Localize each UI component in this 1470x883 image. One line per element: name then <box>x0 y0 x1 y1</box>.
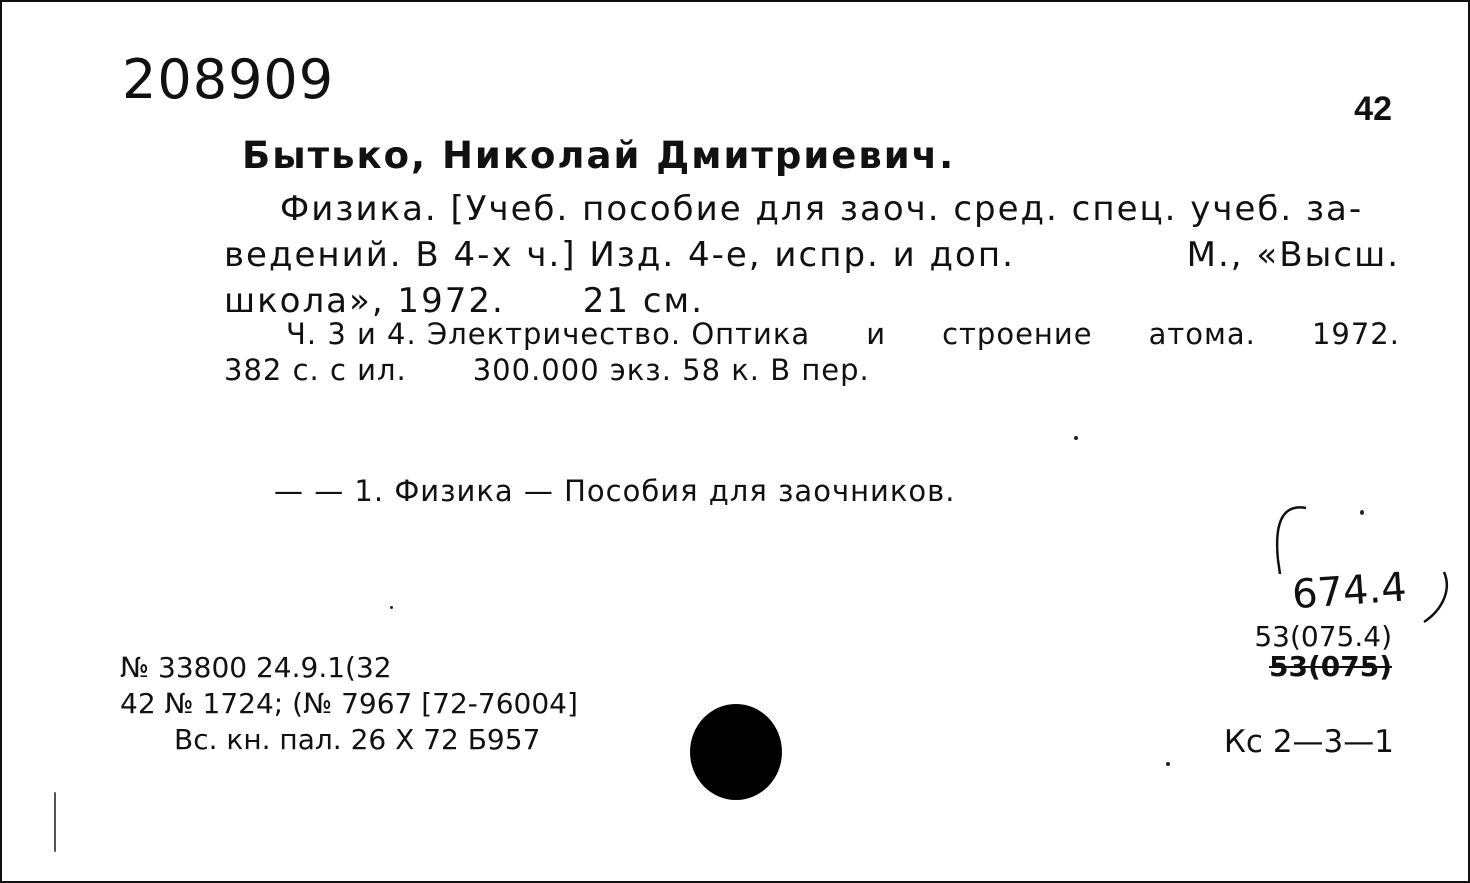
udc-classification-crossed: 53(075) <box>1268 650 1392 683</box>
bibliographic-description <box>224 186 1400 324</box>
edition-text: ведений. В 4-х ч.] Изд. 4-е, испр. и доп. <box>224 235 1015 275</box>
volume-line-2 <box>224 352 1400 388</box>
registry-line-2: 42 № 1724; (№ 7967 [72-76004] <box>120 687 578 720</box>
speck <box>1074 436 1078 440</box>
volume-year: 1972. <box>1311 317 1400 351</box>
handwritten-accession-number: 208909 <box>122 48 335 111</box>
publisher-year-text: школа», 1972. <box>224 281 505 321</box>
speck <box>1166 762 1170 766</box>
udc-classification: 53(075.4) <box>1254 620 1392 653</box>
handwritten-stamp-text: 674.4 <box>1290 564 1409 619</box>
volume-title: Ч. 3 и 4. Электричество. Оптика <box>286 317 811 351</box>
speck <box>390 606 393 609</box>
registry-line-3: Вс. кн. пал. 26 X 72 Б957 <box>174 723 541 756</box>
registry-line-1: № 33800 24.9.1(32 <box>120 651 392 684</box>
registry-block <box>120 650 578 758</box>
pages-text: 382 с. с ил. <box>224 353 407 387</box>
description-line-2 <box>224 232 1400 278</box>
description-line-1-text: Физика. [Учеб. пособие для заоч. сред. спец. учеб. за- <box>280 189 1364 229</box>
kc-code: Кс 2—3—1 <box>1223 724 1394 760</box>
publisher-text: М., «Высш. <box>1186 235 1400 275</box>
speck <box>1360 510 1364 515</box>
author-heading: Бытько, Николай Дмитриевич. <box>242 134 956 177</box>
print-run-text: 300.000 экз. 58 к. В пер. <box>472 353 870 387</box>
volume-word-and: и <box>866 317 887 351</box>
punch-hole <box>690 704 782 800</box>
volume-word-structure: строение <box>942 317 1093 351</box>
speck <box>54 792 56 852</box>
description-line-1 <box>224 186 1400 232</box>
shelf-mark: 42 <box>1354 90 1392 128</box>
subject-heading: — — 1. Физика — Пособия для заочников. <box>274 474 956 508</box>
volume-line-1 <box>224 316 1400 352</box>
volume-description <box>224 316 1400 388</box>
size-text: 21 см. <box>582 281 705 321</box>
volume-word-atom: атома. <box>1148 317 1256 351</box>
handwritten-stamp-mark <box>1264 500 1464 630</box>
